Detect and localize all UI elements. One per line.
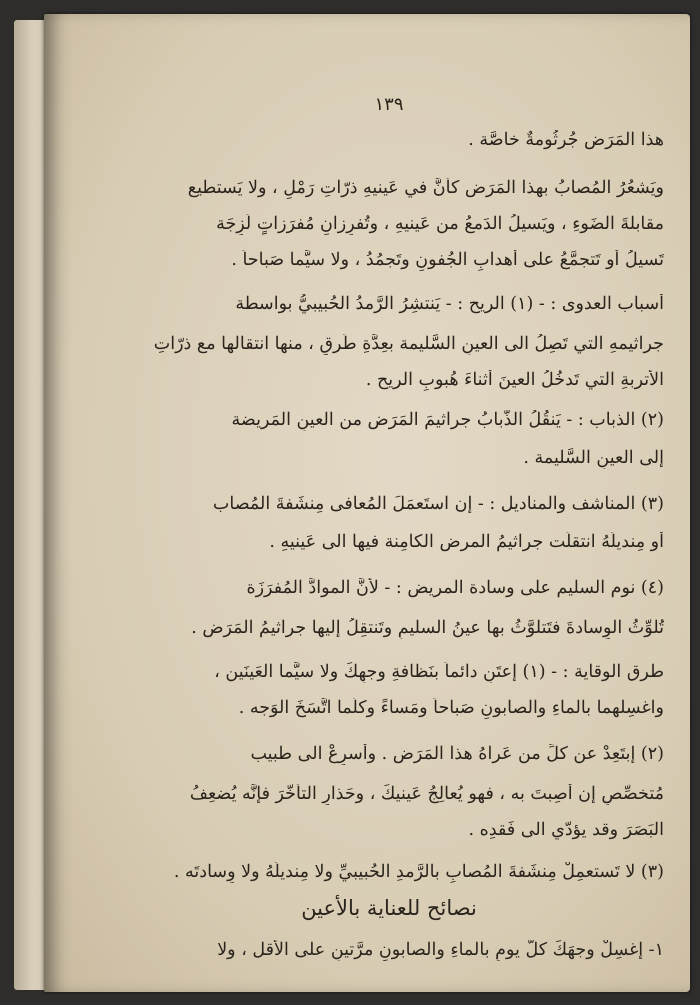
- text-line: ويَشعُرُ المُصابُ بهذا المَرَض كأنَّ في عَينيهِ ذرّاتِ رَمْلٍ ، ولا يَستطيع: [187, 178, 664, 198]
- text-line: تَسيلُ أو تَتجمَّعُ على أهدابِ الجُفونِ وتَجمُدُ ، ولا سيَّما صَباحاً .: [231, 250, 664, 270]
- text-line: أو مِنديلَهُ انتقلَت جراثيمُ المرضِ الكامِنة فيها الى عَينيهِ .: [269, 532, 664, 552]
- text-line: مقابلةَ الضَوءِ ، ويَسيلُ الدَمعُ من عَينيهِ ، وتُفرِزانِ مُفرَزاتٍ لَزِجَة: [216, 214, 664, 234]
- section-heading: نصائح للعناية بالأعين: [301, 896, 477, 920]
- book-page: [44, 14, 690, 992]
- text-line: (٢) الذباب : - يَنقُلُ الذُّبابُ جراثيمَ المَرَضِ من العينِ المَريضة: [231, 410, 664, 430]
- text-line: (٤) نوم السليم على وسادة المريض : - لأنَّ الموادَّ المُفرَزَة: [246, 578, 664, 598]
- text-line: هذا المَرَض جُرثُومةٌ خاصَّة .: [468, 130, 664, 150]
- text-line: ١- إغسِلْ وجهَكَ كلَّ يومٍ بالماءِ والصابونِ مرَّتينِ على الأقل ، ولا: [217, 940, 664, 960]
- text-line: (٣) لا تَستعمِلْ مِنشَفةَ المُصابِ بالرَّمدِ الحُبيبيِّ ولا مِنديلَهُ ولا وِسادتَه .: [173, 862, 664, 882]
- text-line: الأتربةِ التي تَدخُلُ العينَ أثناءَ هُبوبِ الريح .: [365, 370, 664, 390]
- text-line: جراثيمهِ التي تَصِلُ الى العينِ السَّليمة بعِدَّةِ طُرقٍ ، منها انتقالها مع ذرّاتِ: [153, 334, 664, 354]
- text-line: واغسِلهما بالماءِ والصابونِ صَباحاً ومَساءً وكلَّما اتَّسَخَ الوَجه .: [238, 698, 664, 718]
- text-line: البَصَرَ وقد يؤدّي الى فَقدِه .: [468, 820, 664, 840]
- text-line: إلى العينِ السَّليمة .: [523, 448, 664, 468]
- text-line: طرق الوقاية : - (١) إعتَنِ دائماً بنَظافةِ وجهِكَ ولا سيَّما العَينَين ،: [214, 662, 664, 682]
- text-line: (٣) المناشف والمناديل : - إن استَعمَلَ المُعافى مِنشَفةَ المُصاب: [212, 494, 664, 514]
- page-number: ١٣٩: [374, 94, 404, 115]
- text-line: مُتخصِّصٍ إن أُصِبتَ به ، فهو يُعالِجُ عَينيكَ ، وحَذارِ التأخُّرَ فإنَّه يُضعِفُ: [189, 784, 664, 804]
- text-line: أسباب العدوى : - (١) الريح : - يَنتشِرُ الرَّمدُ الحُبيبيُّ بواسطة: [235, 294, 664, 314]
- text-line: (٢) إبتَعِدْ عن كلِّ من عَراهُ هذا المَرَض . وأسرِعْ الى طبيب: [250, 744, 664, 764]
- text-line: تُلوِّثُ الوِسادةَ فتَتلوَّثُ بها عينُ السليمِ وتَنتقِلُ إليها جراثيمُ المَرَض .: [191, 618, 664, 638]
